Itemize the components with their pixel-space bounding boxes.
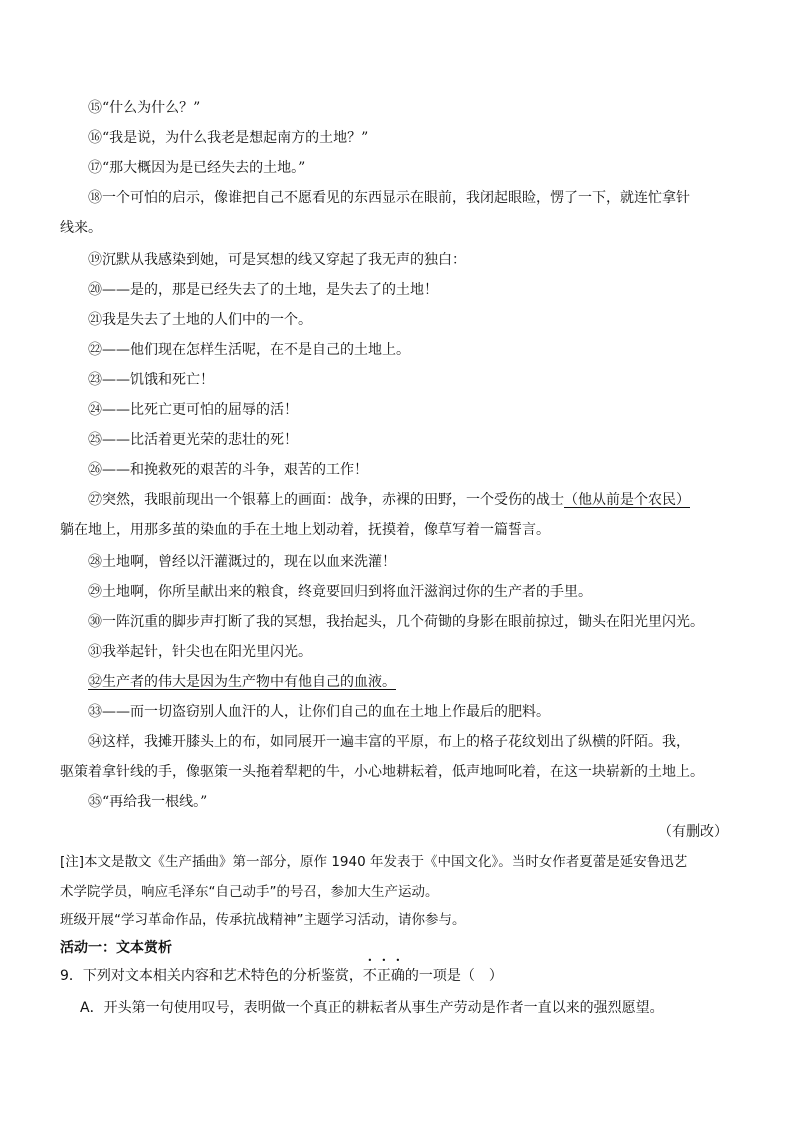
annotation-line-1: [注]本文是散文《生产插曲》第一部分，原作 1940 年发表于《中国文化》。当时女作者夏蕾是延安鲁迅艺 xyxy=(60,854,688,870)
paragraph-17: ⑰“那大概因为是已经失去的土地。” xyxy=(88,160,306,176)
paragraph-27-text: ㉗突然，我眼前现出一个银幕上的画面：战争，赤裸的田野，一个受伤的战士 xyxy=(88,492,564,508)
paragraph-28: ㉘土地啊，曾经以汗灌溉过的，现在以血来洗灌！ xyxy=(88,554,396,570)
option-a: A．开头第一句使用叹号，表明做一个真正的耕耘者从事生产劳动是作者一直以来的强烈愿望。 xyxy=(80,1000,664,1016)
paragraph-21: ㉑我是失去了土地的人们中的一个。 xyxy=(88,312,312,328)
paragraph-27 xyxy=(88,490,740,510)
paragraph-20: ⑳——是的，那是已经失去了的土地，是失去了的土地！ xyxy=(88,282,438,298)
paragraph-23: ㉓——饥饿和死亡！ xyxy=(88,372,214,388)
paragraph-24: ㉔——比死亡更可怕的屈辱的活！ xyxy=(88,402,298,418)
paragraph-31: ㉛我举起针，针尖也在阳光里闪光。 xyxy=(88,644,312,660)
paragraph-33: ㉝——而一切盗窃别人血汗的人，让你们自己的血在土地上作最后的肥料。 xyxy=(88,704,550,720)
question-prefix: 9．下列对文本相关内容和艺术特色的分析鉴赏， xyxy=(60,968,363,984)
paragraph-19: ⑲沉默从我感染到她，可是冥想的线又穿起了我无声的独白： xyxy=(88,252,466,268)
paragraph-18-continued: 线来。 xyxy=(60,220,102,236)
annotation-line-2: 术学院学员，响应毛泽东“自己动手”的号召，参加大生产运动。 xyxy=(60,884,439,900)
paragraph-30: ㉚一阵沉重的脚步声打断了我的冥想，我抬起头，几个荷锄的身影在眼前掠过，锄头在阳光里闪光。 xyxy=(88,614,704,630)
underlined-phrase-farmer: （他从前是个农民） xyxy=(564,492,690,508)
paragraph-34: ㉞这样，我摊开膝头上的布，如同展开一遍丰富的平原，布上的格子花纹划出了纵横的阡陌。我， xyxy=(88,734,690,750)
question-9 xyxy=(60,966,740,986)
question-suffix: 的一项是（ ） xyxy=(404,968,503,984)
paragraph-18: ⑱一个可怕的启示，像谁把自己不愿看见的东西显示在眼前，我闭起眼睑，愣了一下，就连忙拿针 xyxy=(88,190,690,206)
activity-heading: 活动一：文本赏析 xyxy=(60,940,172,956)
paragraph-22: ㉒——他们现在怎样生活呢，在不是自己的土地上。 xyxy=(88,342,410,358)
paragraph-25: ㉕——比活着更光荣的悲壮的死！ xyxy=(88,432,298,448)
emphasis-char-1: 不 xyxy=(362,968,377,984)
paragraph-15: ⑮“什么为什么？” xyxy=(88,100,201,116)
source-note: （有删改） xyxy=(658,824,728,840)
paragraph-35: ㉟“再给我一根线。” xyxy=(88,794,208,810)
emphasis-char-3: 确 xyxy=(390,968,405,984)
underlined-sentence-32: ㉜生产者的伟大是因为生产物中有他自己的血液。 xyxy=(88,674,396,690)
paragraph-34-continued: 驱策着拿针线的手，像驱策一头拖着犁耙的牛，小心地耕耘着，低声地呵叱着，在这一块崭新的土地上。 xyxy=(60,764,704,780)
activity-intro: 班级开展“学习革命作品，传承抗战精神”主题学习活动，请你参与。 xyxy=(60,912,466,928)
paragraph-32 xyxy=(88,672,740,692)
emphasis-char-2: 正 xyxy=(376,968,391,984)
paragraph-29: ㉙土地啊，你所呈献出来的粮食，终竟要回归到将血汗滋润过你的生产者的手里。 xyxy=(88,584,592,600)
paragraph-16: ⑯“我是说，为什么我老是想起南方的土地？” xyxy=(88,130,369,146)
paragraph-27-continued: 躺在地上，用那多茧的染血的手在土地上划动着，抚摸着，像草写着一篇誓言。 xyxy=(60,522,550,538)
paragraph-26: ㉖——和挽救死的艰苦的斗争，艰苦的工作！ xyxy=(88,462,368,478)
